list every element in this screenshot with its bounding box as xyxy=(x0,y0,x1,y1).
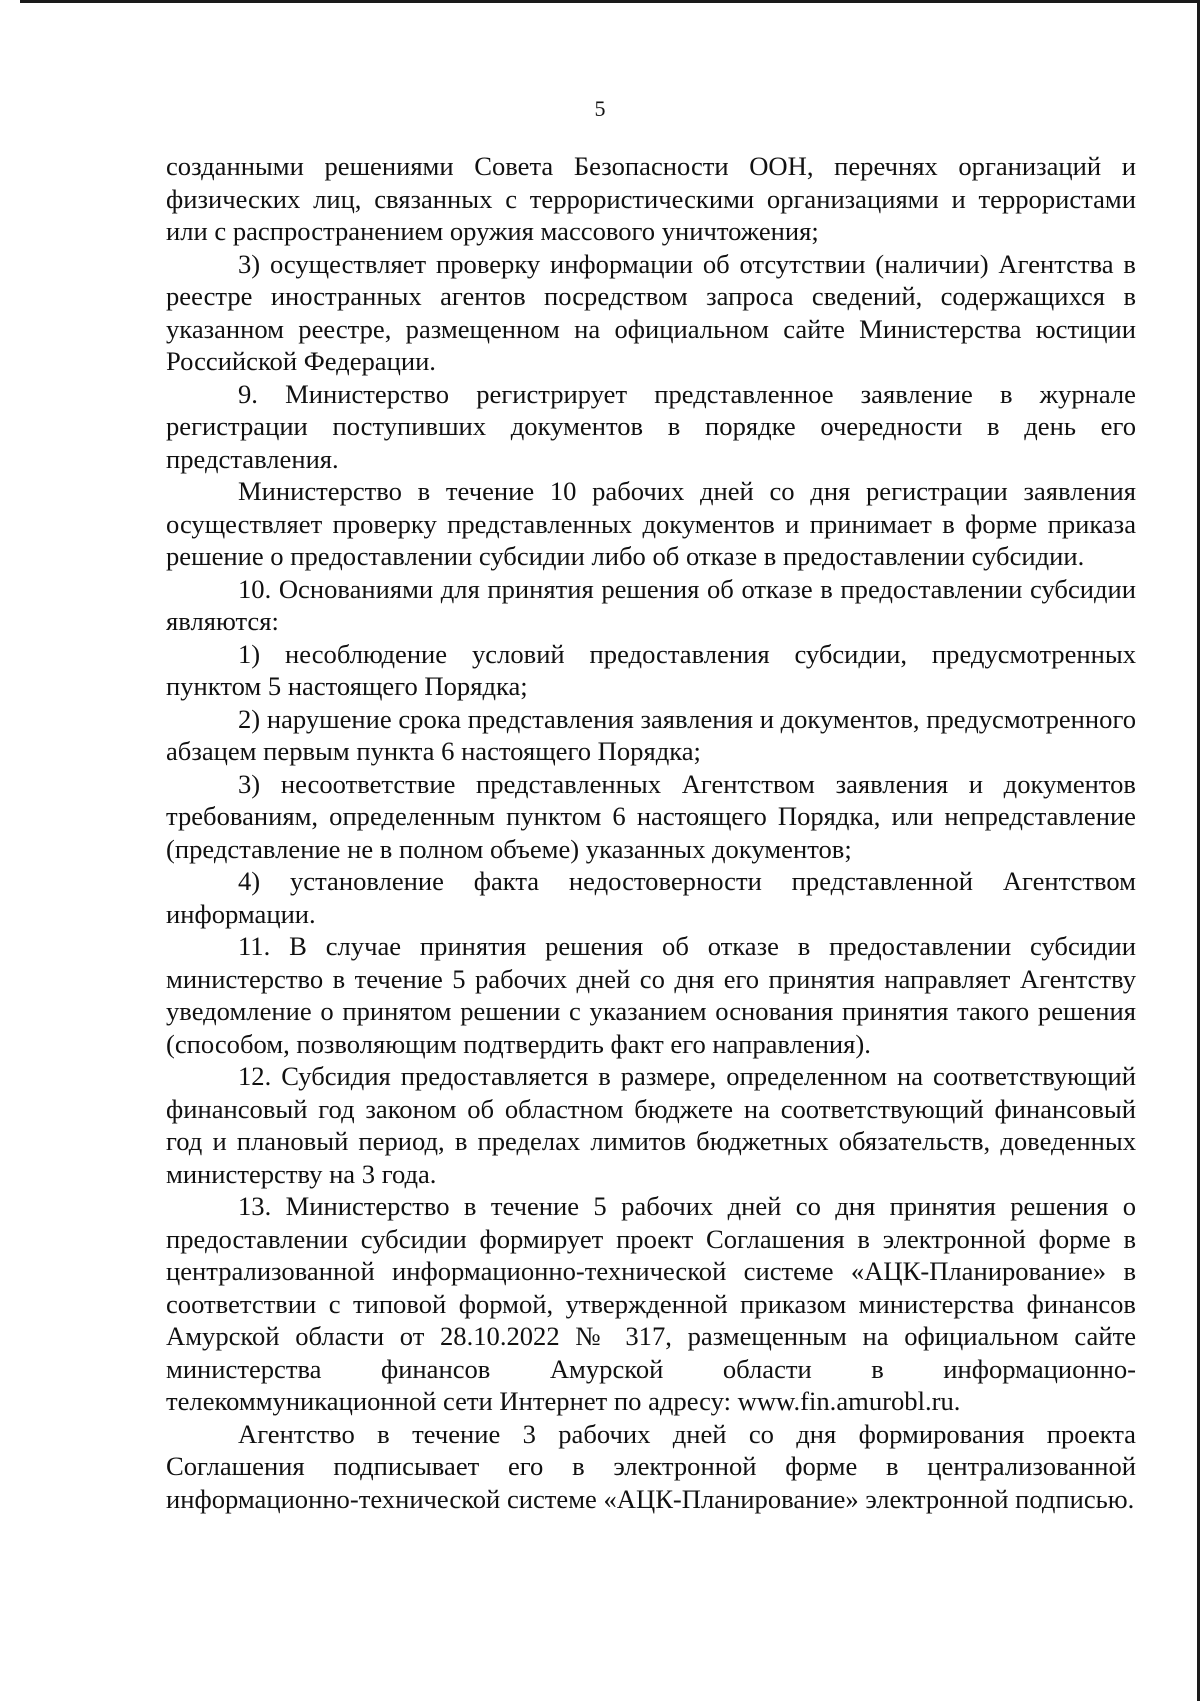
paragraph-clause-10-item-1: 1) несоблюдение условий предоставления субсидии, предусмотренных пунктом 5 настоящего Порядка; xyxy=(166,638,1136,701)
paragraph-clause-13-signing: Агентство в течение 3 рабочих дней со дня формирования проекта Соглашения подписывает его в электронной форме в централизованной информационно-технической системе «АЦК-Планирование» электронной подписью. xyxy=(166,1418,1136,1514)
paragraph-continuation: созданными решениями Совета Безопасности ООН, перечнях организаций и физических лиц, связанных с террористическими организациями и террористами или с распространением оружия массового уничтожения; xyxy=(166,151,1136,246)
paragraph-clause-9-review: Министерство в течение 10 рабочих дней со дня регистрации заявления осуществляет проверку представленных документов и принимает в форме приказа решение о предоставлении субсидии либо об отказе в предоставлении субсидии. xyxy=(166,476,1136,571)
page-number: 5 xyxy=(594,96,606,121)
paragraph-clause-12: 12. Субсидия предоставляется в размере, определенном на соответствующий финансовый год законом об областном бюджете на соответствующий финансовый год и плановый период, в пределах лимитов бюджетных обязательств, доведенных министерству на 3 года. xyxy=(166,1061,1136,1189)
paragraph-clause-13: 13. Министерство в течение 5 рабочих дней со дня принятия решения о предоставлении субсидии формирует проект Соглашения в электронной форме в централизованной информационно-технической системе «АЦК-Планирование» в соответствии с типовой формой, утвержденной приказом министерства финансов Амурской области от 28.10.2022 № 317, размещенным на официальном сайте министерства финансов Амурской области в информационно-телекоммуникационной сети Интернет по адресу: www.fin.amurobl.ru. xyxy=(166,1191,1136,1416)
paragraph-clause-10-item-3: 3) несоответствие представленных Агентством заявления и документов требованиям, определенным пунктом 6 настоящего Порядка, или непредставление (представление не в полном объеме) указанных документов; xyxy=(166,768,1136,864)
scan-edge-top xyxy=(20,0,1200,3)
paragraph-item-3-registry-check: 3) осуществляет проверку информации об отсутствии (наличии) Агентства в реестре иностранных агентов посредством запроса сведений, содержащихся в указанном реестре, размещенном на официальном сайте Министерства юстиции Российской Федерации. xyxy=(166,248,1136,376)
paragraph-clause-10-item-4: 4) установление факта недостоверности представленной Агентством информации. xyxy=(166,866,1136,929)
paragraph-clause-10: 10. Основаниями для принятия решения об отказе в предоставлении субсидии являются: xyxy=(166,573,1136,636)
paragraph-clause-10-item-2: 2) нарушение срока представления заявления и документов, предусмотренного абзацем первым пункта 6 настоящего Порядка; xyxy=(166,703,1136,766)
document-body xyxy=(166,150,1136,1515)
paragraph-clause-9: 9. Министерство регистрирует представленное заявление в журнале регистрации поступивших документов в порядке очередности в день его представления. xyxy=(166,378,1136,474)
paragraph-clause-11: 11. В случае принятия решения об отказе в предоставлении субсидии министерство в течение 5 рабочих дней со дня его принятия направляет Агентству уведомление о принятом решении с указанием основания принятия такого решения (способом, позволяющим подтвердить факт его направления). xyxy=(166,931,1136,1059)
